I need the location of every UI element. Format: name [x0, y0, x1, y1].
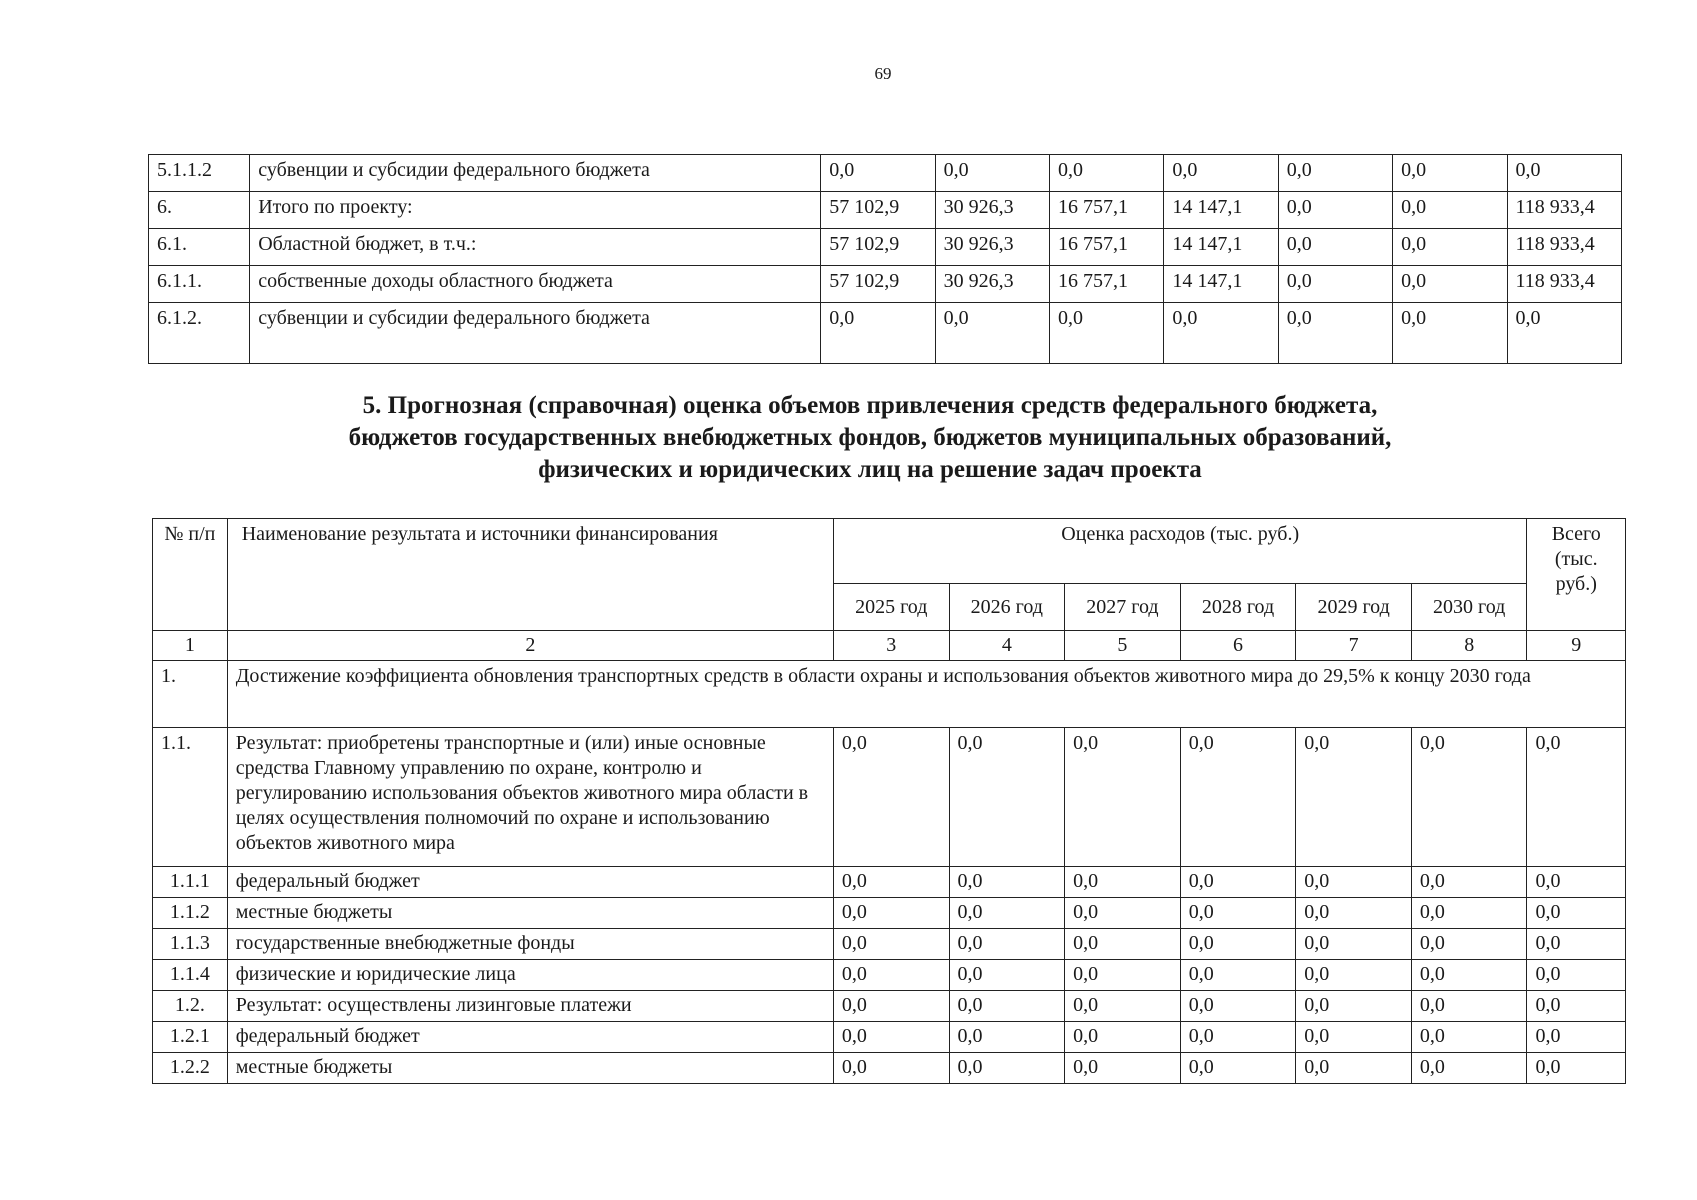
row-value: 0,0	[833, 898, 949, 929]
row-name: субвенции и субсидии федерального бюджета	[250, 303, 821, 364]
table-row	[153, 898, 1626, 929]
row-number: 1.2.	[153, 991, 228, 1022]
row-value: 0,0	[821, 155, 935, 192]
row-number: 6.1.2.	[149, 303, 250, 364]
column-index: 6	[1180, 631, 1296, 661]
row-value: 0,0	[1278, 155, 1392, 192]
row-value: 0,0	[1278, 266, 1392, 303]
row-value: 0,0	[1527, 1053, 1626, 1084]
table-row	[149, 229, 1622, 266]
column-index: 9	[1527, 631, 1626, 661]
row-value: 0,0	[1296, 898, 1412, 929]
row-value: 16 757,1	[1049, 266, 1163, 303]
row-name: Областной бюджет, в т.ч.:	[250, 229, 821, 266]
row-value: 0,0	[1065, 1053, 1181, 1084]
table-row	[149, 192, 1622, 229]
row-value: 0,0	[1180, 898, 1296, 929]
row-value: 0,0	[1527, 991, 1626, 1022]
row-value: 16 757,1	[1049, 229, 1163, 266]
row-value: 0,0	[1507, 155, 1621, 192]
section-title-line-1: 5. Прогнозная (справочная) оценка объемов привлечения средств федерального бюджета,	[362, 392, 1378, 419]
result-value: 0,0	[1296, 728, 1412, 867]
row-value: 14 147,1	[1164, 229, 1278, 266]
row-value: 0,0	[1180, 1022, 1296, 1053]
row-name: федеральный бюджет	[227, 867, 833, 898]
header-year: 2030 год	[1411, 584, 1527, 631]
header-year: 2027 год	[1065, 584, 1181, 631]
row-value: 0,0	[949, 867, 1065, 898]
row-value: 0,0	[1180, 960, 1296, 991]
row-value: 30 926,3	[935, 266, 1049, 303]
row-number: 6.1.1.	[149, 266, 250, 303]
row-name: местные бюджеты	[227, 1053, 833, 1084]
row-value: 0,0	[1065, 960, 1181, 991]
result-value: 0,0	[1527, 728, 1626, 867]
row-value: 0,0	[1411, 867, 1527, 898]
row-value: 0,0	[833, 867, 949, 898]
row-value: 0,0	[1527, 867, 1626, 898]
budget-summary-table	[148, 154, 1622, 364]
result-value: 0,0	[833, 728, 949, 867]
row-value: 0,0	[1065, 929, 1181, 960]
row-value: 0,0	[1065, 1022, 1181, 1053]
row-value: 30 926,3	[935, 229, 1049, 266]
row-value: 0,0	[935, 303, 1049, 364]
row-value: 0,0	[833, 1022, 949, 1053]
row-value: 0,0	[833, 1053, 949, 1084]
header-row	[153, 519, 1626, 584]
column-index: 4	[949, 631, 1065, 661]
column-index: 2	[227, 631, 833, 661]
result-name: Результат: приобретены транспортные и (или) иные основные средства Главному управлению по охране, контролю и регулированию использования объектов животного мира области в целях осуществления полномочий по охране и использованию объектов животного мира	[227, 728, 833, 867]
goal-text: Достижение коэффициента обновления транспортных средств в области охраны и использования объектов животного мира до 29,5% к концу 2030 года	[227, 661, 1625, 728]
row-name: собственные доходы областного бюджета	[250, 266, 821, 303]
table-row	[153, 1053, 1626, 1084]
result-value: 0,0	[1180, 728, 1296, 867]
goal-num: 1.	[153, 661, 228, 728]
row-name: государственные внебюджетные фонды	[227, 929, 833, 960]
result-row	[153, 728, 1626, 867]
row-value: 0,0	[1049, 303, 1163, 364]
row-value: 0,0	[935, 155, 1049, 192]
funding-estimate-table	[152, 518, 1626, 1084]
header-year: 2025 год	[833, 584, 949, 631]
row-value: 0,0	[1411, 929, 1527, 960]
row-value: 0,0	[1411, 1053, 1527, 1084]
row-number: 1.2.2	[153, 1053, 228, 1084]
row-value: 0,0	[1393, 266, 1507, 303]
row-value: 0,0	[1393, 229, 1507, 266]
row-number: 1.2.1	[153, 1022, 228, 1053]
row-value: 0,0	[1278, 192, 1392, 229]
row-name: федеральный бюджет	[227, 1022, 833, 1053]
row-name: Результат: осуществлены лизинговые платежи	[227, 991, 833, 1022]
page-number: 69	[874, 64, 892, 83]
column-index: 3	[833, 631, 949, 661]
row-value: 0,0	[1527, 1022, 1626, 1053]
row-number: 1.1.3	[153, 929, 228, 960]
row-value: 0,0	[1507, 303, 1621, 364]
column-index: 7	[1296, 631, 1412, 661]
column-index: 8	[1411, 631, 1527, 661]
section-title	[180, 390, 1560, 486]
row-value: 57 102,9	[821, 229, 935, 266]
row-value: 0,0	[1278, 303, 1392, 364]
row-value: 0,0	[1065, 898, 1181, 929]
row-value: 118 933,4	[1507, 229, 1621, 266]
header-total: Всего (тыс. руб.)	[1527, 519, 1626, 631]
row-value: 0,0	[1296, 867, 1412, 898]
row-value: 0,0	[1296, 991, 1412, 1022]
column-index: 5	[1065, 631, 1181, 661]
row-value: 0,0	[833, 991, 949, 1022]
table-row	[149, 266, 1622, 303]
row-value: 0,0	[833, 960, 949, 991]
section-title-line-3: физических и юридических лиц на решение задач проекта	[538, 456, 1202, 483]
row-name: физические и юридические лица	[227, 960, 833, 991]
row-value: 0,0	[1411, 960, 1527, 991]
column-index-row	[153, 631, 1626, 661]
result-value: 0,0	[949, 728, 1065, 867]
row-value: 0,0	[1180, 991, 1296, 1022]
row-value: 57 102,9	[821, 266, 935, 303]
row-value: 0,0	[1411, 1022, 1527, 1053]
row-value: 0,0	[1278, 229, 1392, 266]
header-year: 2028 год	[1180, 584, 1296, 631]
row-value: 0,0	[1180, 1053, 1296, 1084]
row-value: 0,0	[1527, 929, 1626, 960]
column-index: 1	[153, 631, 228, 661]
row-value: 0,0	[1164, 303, 1278, 364]
row-value: 0,0	[1393, 155, 1507, 192]
row-value: 16 757,1	[1049, 192, 1163, 229]
result-num: 1.1.	[153, 728, 228, 867]
header-year: 2029 год	[1296, 584, 1412, 631]
row-number: 1.1.1	[153, 867, 228, 898]
header-estimate: Оценка расходов (тыс. руб.)	[833, 519, 1527, 584]
result-value: 0,0	[1065, 728, 1181, 867]
row-value: 0,0	[949, 991, 1065, 1022]
row-value: 0,0	[949, 1053, 1065, 1084]
row-value: 0,0	[1527, 960, 1626, 991]
row-value: 0,0	[1393, 192, 1507, 229]
row-value: 0,0	[1411, 991, 1527, 1022]
row-name: местные бюджеты	[227, 898, 833, 929]
row-value: 0,0	[821, 303, 935, 364]
row-value: 14 147,1	[1164, 266, 1278, 303]
row-value: 0,0	[949, 960, 1065, 991]
row-value: 0,0	[1527, 898, 1626, 929]
row-name: субвенции и субсидии федерального бюджета	[250, 155, 821, 192]
row-value: 0,0	[1065, 991, 1181, 1022]
row-number: 5.1.1.2	[149, 155, 250, 192]
row-number: 6.	[149, 192, 250, 229]
row-name: Итого по проекту:	[250, 192, 821, 229]
row-value: 0,0	[1049, 155, 1163, 192]
row-number: 1.1.2	[153, 898, 228, 929]
row-value: 0,0	[1180, 929, 1296, 960]
row-value: 0,0	[1393, 303, 1507, 364]
row-value: 0,0	[833, 929, 949, 960]
table-row	[149, 155, 1622, 192]
row-number: 6.1.	[149, 229, 250, 266]
row-value: 0,0	[1180, 867, 1296, 898]
row-value: 0,0	[949, 1022, 1065, 1053]
header-num: № п/п	[153, 519, 228, 631]
row-value: 0,0	[1164, 155, 1278, 192]
table-row	[153, 960, 1626, 991]
table-row	[153, 1022, 1626, 1053]
result-value: 0,0	[1411, 728, 1527, 867]
row-value: 0,0	[1296, 960, 1412, 991]
row-value: 14 147,1	[1164, 192, 1278, 229]
row-value: 118 933,4	[1507, 192, 1621, 229]
header-year: 2026 год	[949, 584, 1065, 631]
row-value: 0,0	[1296, 929, 1412, 960]
row-value: 0,0	[949, 898, 1065, 929]
row-value: 57 102,9	[821, 192, 935, 229]
row-value: 0,0	[1411, 898, 1527, 929]
goal-row	[153, 661, 1626, 728]
row-value: 0,0	[1065, 867, 1181, 898]
table-row	[149, 303, 1622, 364]
table-row	[153, 867, 1626, 898]
header-name: Наименование результата и источники финансирования	[227, 519, 833, 631]
row-value: 0,0	[1296, 1053, 1412, 1084]
row-value: 30 926,3	[935, 192, 1049, 229]
table-row	[153, 991, 1626, 1022]
table-row	[153, 929, 1626, 960]
section-title-line-2: бюджетов государственных внебюджетных фондов, бюджетов муниципальных образований,	[348, 424, 1392, 451]
row-value: 0,0	[949, 929, 1065, 960]
row-value: 0,0	[1296, 1022, 1412, 1053]
row-number: 1.1.4	[153, 960, 228, 991]
row-value: 118 933,4	[1507, 266, 1621, 303]
